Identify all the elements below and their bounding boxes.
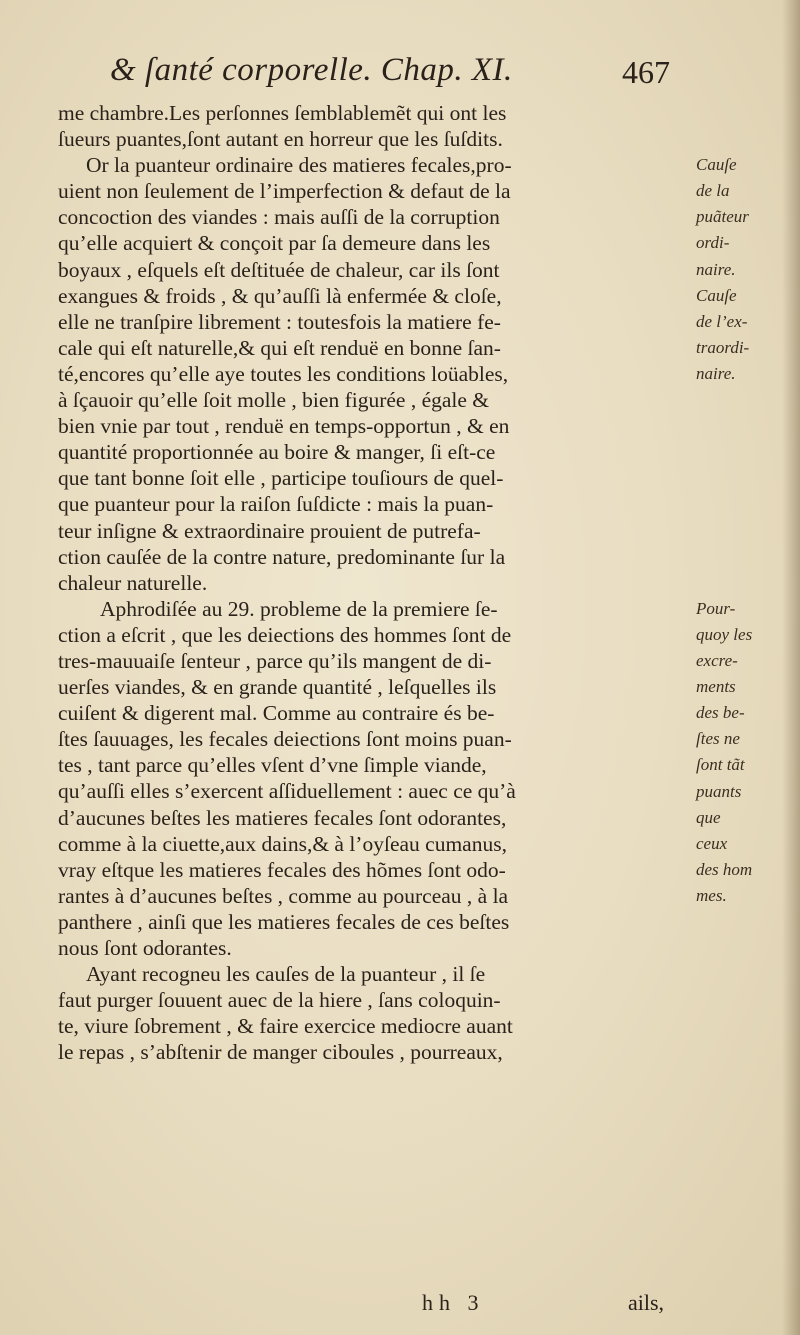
text-line: cuiſent & digerent mal. Comme au contraire és be- [58, 701, 495, 726]
text-line: ction cauſée de la contre nature, predominante ſur la [58, 544, 506, 569]
margin-note-line: Pour- [696, 598, 736, 618]
margin-note-cause-extraordinaire [696, 283, 796, 387]
margin-note-line: des hom [696, 859, 753, 879]
text-line: d’aucunes beſtes les matieres fecales ſont odorantes, [58, 805, 507, 830]
page-footer [0, 1290, 800, 1320]
text-line: comme à la ciuette,aux dains,& à l’oyſeau cumanus, [58, 831, 507, 856]
text-line: concoction des viandes : mais auſſi de la corruption [58, 205, 500, 230]
text-line: boyaux , eſquels eſt deſtituée de chaleur, car ils ſont [58, 257, 500, 282]
text-line: me chambre.Les perſonnes ſemblablemẽt qui ont les [58, 101, 507, 125]
text-line: faut purger ſouuent auec de la hiere , ſans coloquin- [58, 988, 501, 1013]
margin-note-line: que [696, 807, 721, 827]
text-line: à ſçauoir qu’elle ſoit molle , bien figurée , égale & [58, 388, 490, 413]
text-line: tes , tant parce qu’elles vſent d’vne ſimple viande, [58, 753, 487, 778]
margin-note-line: naire. [696, 259, 736, 279]
margin-note-line: Cauſe [696, 155, 737, 175]
text-line: ſtes ſauuages, les fecales deiections ſont moins puan- [58, 727, 512, 752]
margin-note-line: des be- [696, 703, 745, 723]
text-line: tres-mauuaiſe ſenteur , parce qu’ils mangent de di- [58, 648, 492, 673]
margin-note-line: Cauſe [696, 285, 737, 305]
catchword: ails, [628, 1290, 665, 1315]
margin-note-line: naire. [696, 363, 736, 383]
text-line: exangues & froids , & qu’auſſi là enfermée & cloſe, [58, 283, 502, 308]
text-line: le repas , s’abſtenir de manger ciboules , pourreaux, [58, 1040, 503, 1065]
text-line: que puanteur pour la raiſon ſuſdicte : mais la puan- [58, 492, 494, 517]
text-line: ction a eſcrit , que les deiections des hommes ſont de [58, 622, 512, 647]
text-line: Aphrodiſée au 29. probleme de la premiere ſe- [100, 596, 498, 621]
margin-note-line: puãteur [696, 207, 749, 227]
text-line: que tant bonne ſoit elle , participe touſiours de quel- [58, 466, 504, 491]
margin-note-line: de l’ex- [696, 311, 748, 331]
margin-note-line: ceux [696, 833, 728, 853]
margin-note-pourquoy [696, 596, 796, 909]
text-line: té,encores qu’elle aye toutes les conditions loüables, [58, 361, 509, 386]
text-line: teur inſigne & extraordinaire prouient de putrefa- [58, 518, 481, 543]
text-line: chaleur naturelle. [58, 570, 208, 595]
text-line: quantité proportionnée au boire & manger, ſi eſt-ce [58, 440, 496, 465]
signature-mark: hh 3 [422, 1290, 485, 1315]
running-title: & ſanté corporelle. Chap. XI. [110, 52, 513, 88]
margin-note-line: ſont tãt [696, 755, 745, 775]
page-header [110, 52, 670, 96]
margin-note-line: quoy les [696, 624, 753, 644]
text-line: te, viure ſobrement , & faire exercice mediocre auant [58, 1014, 513, 1039]
margin-note-line: excre- [696, 651, 738, 671]
text-line: elle ne tranſpire librement : toutesfois la matiere fe- [58, 309, 501, 334]
text-line: ſueurs puantes,ſont autant en horreur que les ſuſdits. [58, 127, 503, 152]
page-number: 467 [622, 54, 670, 90]
margin-note-line: ments [696, 677, 736, 697]
text-line: panthere , ainſi que les matieres fecales de ces beſtes [58, 909, 510, 934]
text-line: Ayant recogneu les cauſes de la puanteur , il ſe [86, 962, 486, 987]
margin-note-line: ſtes ne [696, 729, 740, 749]
body-text [58, 100, 686, 1065]
margin-note-line: de la [696, 181, 730, 201]
text-line: bien vnie par tout , renduë en temps-opportun , & en [58, 414, 510, 439]
margin-note-line: ordi- [696, 233, 730, 253]
text-line: qu’auſſi elles s’exercent aſſiduellement : auec ce qu’à [58, 779, 516, 804]
margin-note-cause-ordinaire [696, 152, 796, 282]
text-line: uerſes viandes, & en grande quantité , leſquelles ils [58, 675, 497, 700]
margin-note-line: mes. [696, 885, 727, 905]
text-line: Or la puanteur ordinaire des matieres fecales,pro- [86, 153, 512, 178]
text-line: uient non ſeulement de l’imperfection & defaut de la [58, 179, 511, 204]
text-line: cale qui eſt naturelle,& qui eſt renduë en bonne ſan- [58, 335, 501, 360]
text-line: qu’elle acquiert & conçoit par ſa demeure dans les [58, 231, 491, 256]
text-line: nous ſont odorantes. [58, 936, 232, 960]
margin-note-line: puants [696, 781, 742, 801]
text-line: rantes à d’aucunes beſtes , comme au pourceau , à la [58, 883, 509, 908]
margin-note-line: traordi- [696, 337, 750, 357]
text-line: vray eſtque les matieres fecales des hõmes ſont odo- [58, 857, 506, 882]
